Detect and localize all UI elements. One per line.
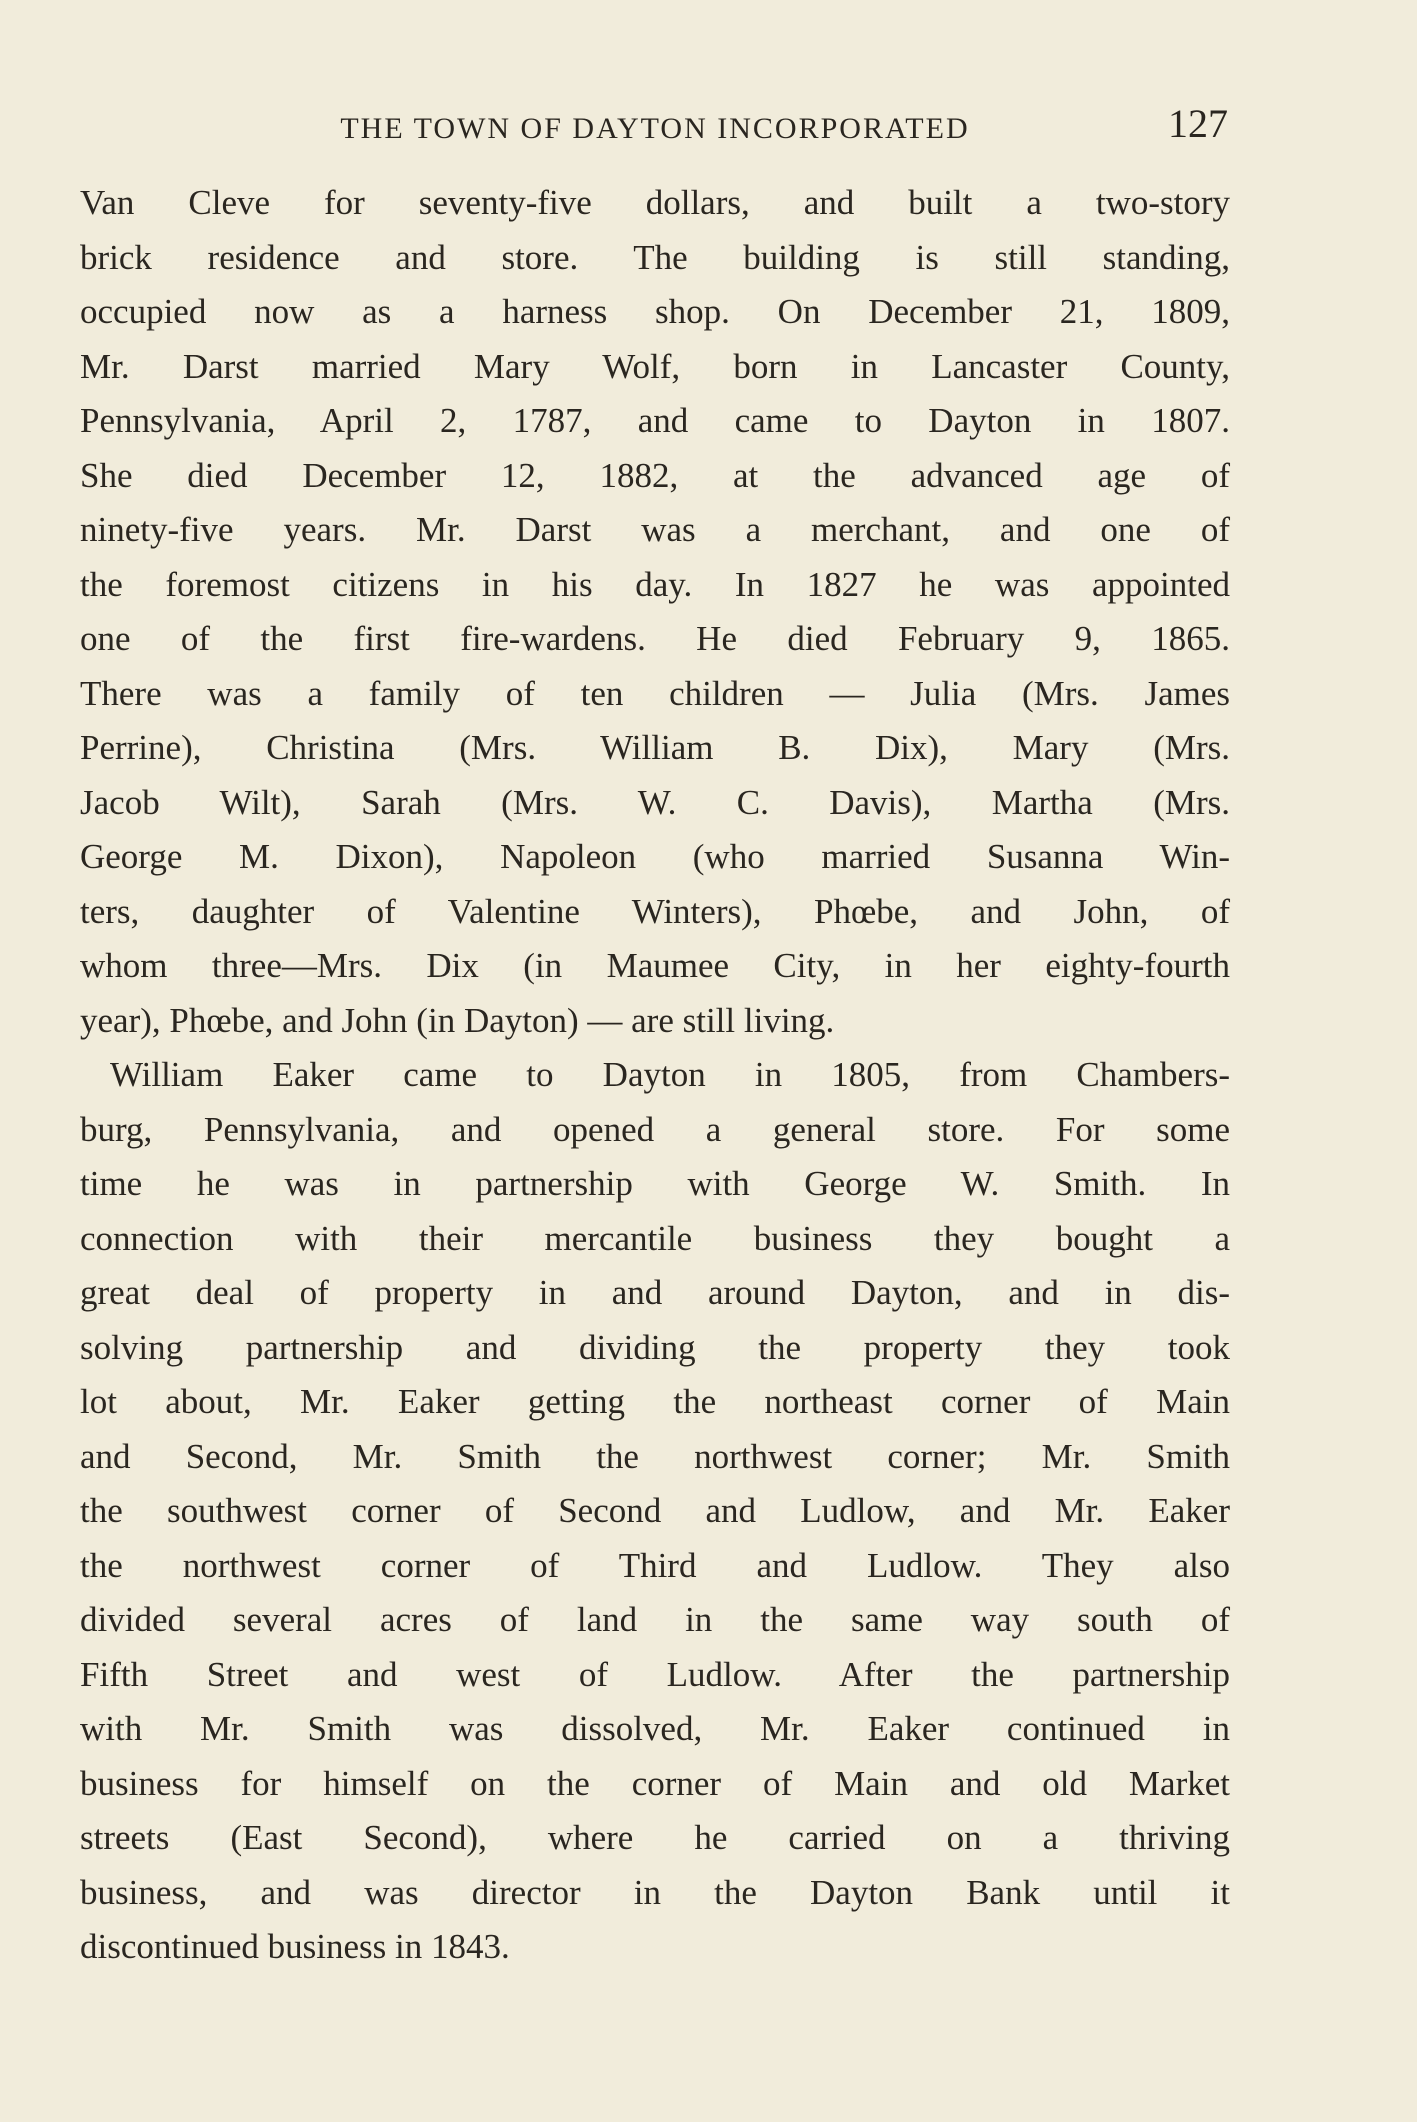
text-line: divided several acres of land in the same way south of [80, 1600, 1230, 1639]
paragraph-darst [80, 176, 1230, 1048]
text-line: the southwest corner of Second and Ludlow, and Mr. Eaker [80, 1491, 1230, 1530]
text-line: Pennsylvania, April 2, 1787, and came to Dayton in 1807. [80, 401, 1230, 440]
text-line: connection with their mercantile business they bought a [80, 1218, 1230, 1258]
text-line: one of the first fire-wardens. He died February 9, 1865. [80, 619, 1230, 658]
text-line: George M. Dixon), Napoleon (who married Susanna Win- [80, 837, 1230, 876]
paragraph-eaker [80, 1048, 1230, 1975]
text-line: lot about, Mr. Eaker getting the northeast corner of Main [80, 1382, 1230, 1421]
text-line: solving partnership and dividing the property they took [80, 1327, 1230, 1367]
text-line: ters, daughter of Valentine Winters), Phœbe, and John, of [80, 891, 1230, 931]
page-number: 127 [1168, 101, 1228, 146]
text-line: with Mr. Smith was dissolved, Mr. Eaker continued in [80, 1709, 1230, 1748]
text-line: discontinued business in 1843. [80, 1927, 510, 1966]
text-line: and Second, Mr. Smith the northwest corner; Mr. Smith [80, 1436, 1230, 1476]
text-line: the foremost citizens in his day. In 1827 he was appointed [80, 564, 1230, 604]
text-line: year), Phœbe, and John (in Dayton) — are still living. [80, 1000, 835, 1040]
text-line: Van Cleve for seventy-five dollars, and built a two-story [80, 183, 1230, 222]
text-line: business, and was director in the Dayton Bank until it [80, 1872, 1230, 1912]
text-line: Fifth Street and west of Ludlow. After the partnership [80, 1654, 1230, 1694]
text-line: There was a family of ten children — Julia (Mrs. James [80, 673, 1230, 713]
text-line: whom three—Mrs. Dix (in Maumee City, in her eighty-fourth [80, 946, 1230, 985]
text-line: William Eaker came to Dayton in 1805, from Chambers- [110, 1055, 1230, 1094]
body-text [80, 176, 1230, 1975]
text-line: ninety-five years. Mr. Darst was a merchant, and one of [80, 510, 1230, 549]
text-line: business for himself on the corner of Main and old Market [80, 1763, 1230, 1803]
text-line: burg, Pennsylvania, and opened a general store. For some [80, 1109, 1230, 1149]
text-line: Mr. Darst married Mary Wolf, born in Lancaster County, [80, 346, 1230, 386]
text-line: great deal of property in and around Dayton, and in dis- [80, 1273, 1230, 1312]
running-head [80, 100, 1230, 156]
text-line: the northwest corner of Third and Ludlow. They also [80, 1545, 1230, 1585]
text-line: streets (East Second), where he carried on a thriving [80, 1818, 1230, 1857]
text-line: She died December 12, 1882, at the advanced age of [80, 455, 1230, 495]
running-title: THE TOWN OF DAYTON INCORPORATED [340, 112, 970, 145]
text-line: time he was in partnership with George W. Smith. In [80, 1164, 1230, 1203]
text-line: occupied now as a harness shop. On December 21, 1809, [80, 292, 1230, 331]
text-line: Perrine), Christina (Mrs. William B. Dix), Mary (Mrs. [80, 728, 1230, 767]
text-line: Jacob Wilt), Sarah (Mrs. W. C. Davis), Martha (Mrs. [80, 782, 1230, 822]
text-line: brick residence and store. The building is still standing, [80, 237, 1230, 277]
